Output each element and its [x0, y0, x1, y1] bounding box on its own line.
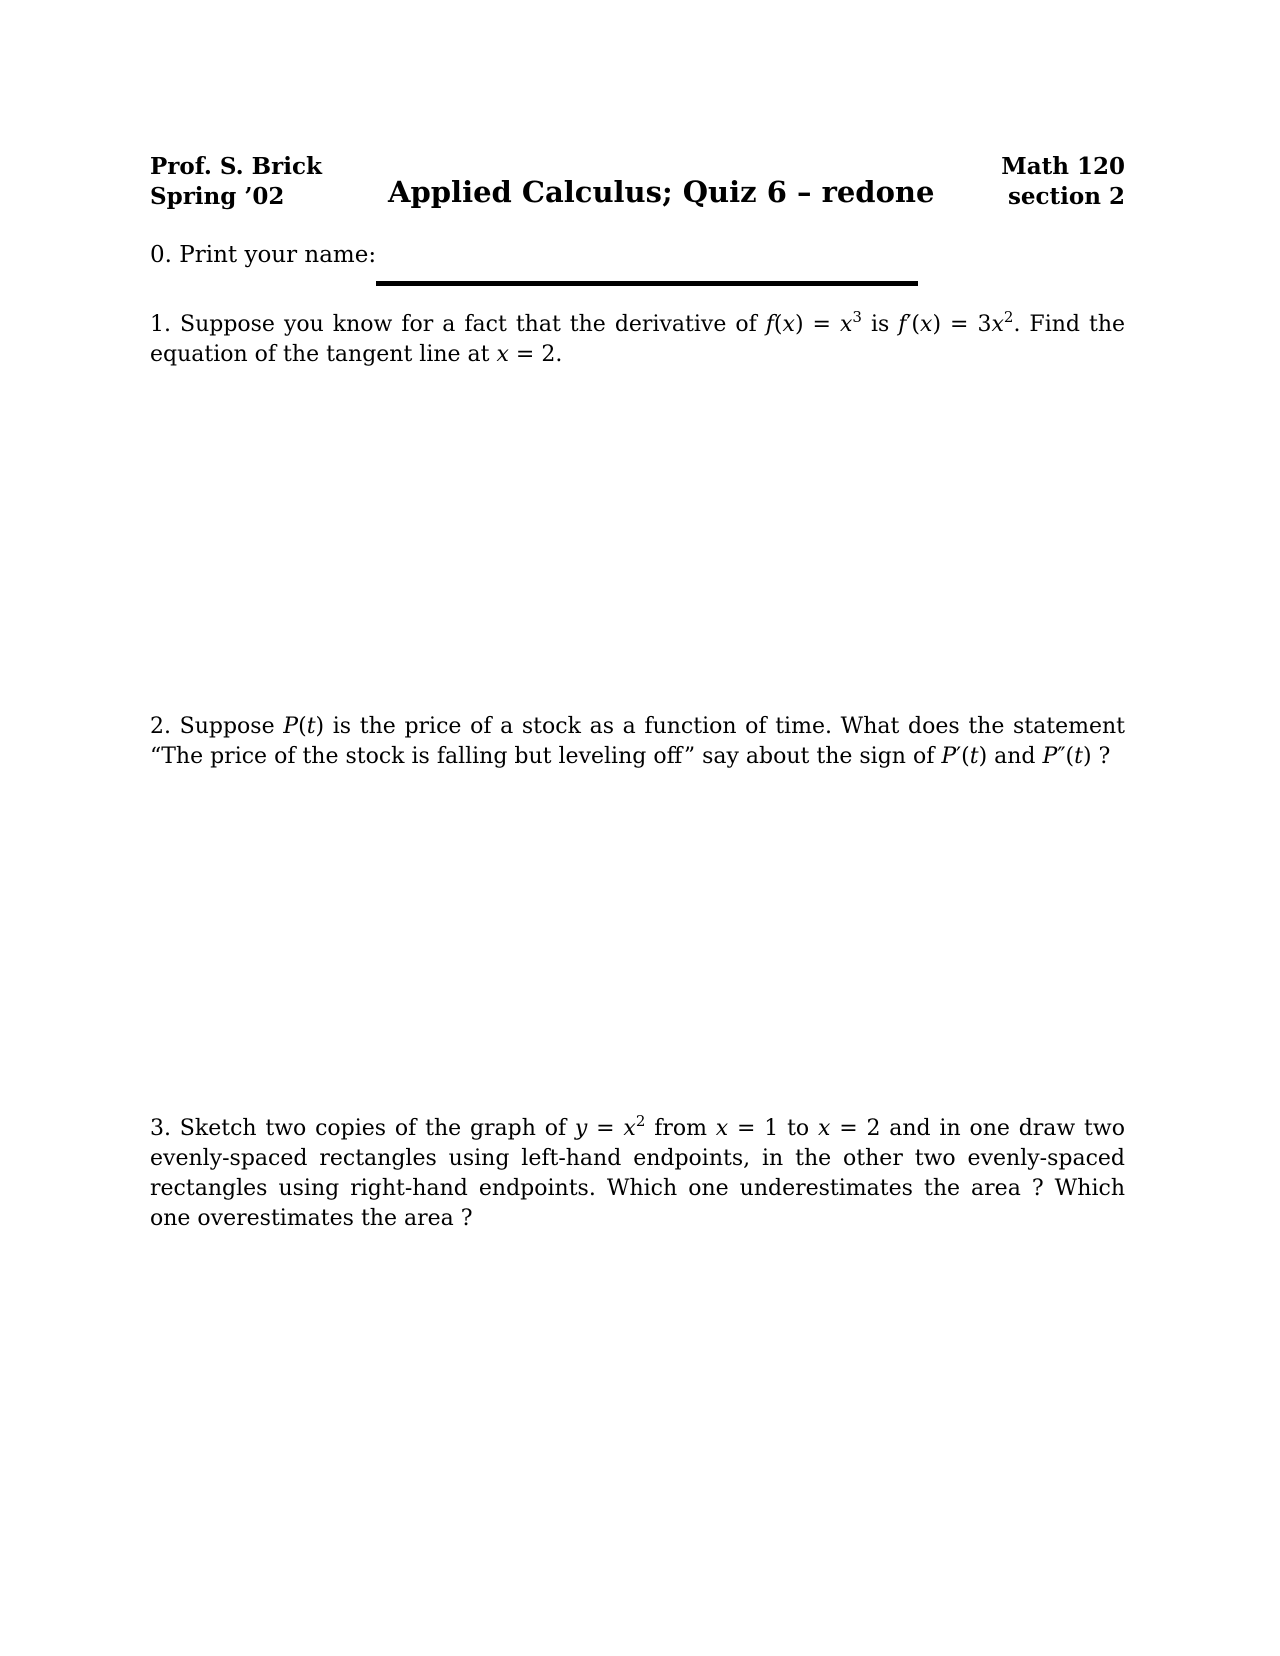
q2-math: P — [941, 744, 957, 769]
q3-math: y — [574, 1116, 588, 1141]
q2-text: ) ? — [1082, 744, 1111, 769]
q3-math: x — [623, 1116, 636, 1141]
q1-exponent: 2 — [1003, 308, 1014, 326]
q3-text: = 1 to — [728, 1116, 818, 1141]
question-2 — [150, 712, 1125, 772]
q2-math: P — [1042, 744, 1058, 769]
q2-math: t — [306, 714, 316, 739]
q1-text: ) = — [794, 312, 840, 337]
q3-text: from — [645, 1116, 716, 1141]
course-info — [1001, 152, 1125, 212]
q1-math: x — [991, 312, 1004, 337]
q1-math: x — [839, 312, 853, 337]
q2-text: 2. Suppose — [150, 714, 284, 739]
q1-math: f — [765, 312, 774, 337]
q1-text: ′( — [906, 312, 921, 337]
instructor-name: Prof. S. Brick — [150, 153, 322, 180]
q2-text: ) is the price of a stock as a function of time. What does the statement “The price of the stock is falling but leveling off” say about the sign of — [150, 714, 1126, 769]
q3-text: 3. Sketch two copies of the graph of — [150, 1116, 575, 1141]
q2-text: ′( — [956, 744, 970, 769]
q1-math: x — [496, 342, 509, 367]
q2-math: t — [1074, 744, 1083, 769]
q3-text: = — [587, 1116, 624, 1141]
course-number: Math 120 — [1001, 153, 1125, 180]
q1-text: . Find the equation of the tangent line at — [150, 312, 1126, 367]
quiz-page — [150, 0, 1125, 1656]
name-label: 0. Print your name: — [150, 242, 377, 268]
semester: Spring ’02 — [150, 183, 285, 210]
q2-text: ( — [298, 714, 307, 739]
q1-text: ) = 3 — [932, 312, 992, 337]
q3-math: x — [715, 1116, 729, 1141]
q1-text: = 2. — [508, 342, 563, 367]
question-3 — [150, 1114, 1125, 1234]
question-1 — [150, 310, 1125, 370]
course-section: section 2 — [1007, 183, 1125, 210]
q1-text: 1. Suppose you know for a fact that the derivative of — [150, 312, 766, 337]
q2-math: P — [283, 714, 299, 739]
q3-math: x — [817, 1116, 831, 1141]
q1-math: x — [920, 312, 933, 337]
q3-exponent: 2 — [635, 1112, 646, 1130]
name-blank-line[interactable] — [376, 281, 918, 286]
q1-text: is — [861, 312, 899, 337]
q1-text: ( — [773, 312, 783, 337]
q2-text: ″( — [1057, 744, 1075, 769]
instructor-info — [150, 152, 322, 212]
q1-exponent: 3 — [852, 308, 862, 326]
q2-text: ) and — [978, 744, 1043, 769]
q3-text: = 2 and in one draw two evenly-spaced rectangles using left-hand endpoints, in the other two evenly-spaced rectangles using right-hand endpoints. Which one underestimates the area ? Which one overestimates the area ? — [150, 1116, 1125, 1231]
name-question — [150, 240, 1125, 290]
q1-math: f — [898, 312, 907, 337]
q1-math: x — [782, 312, 795, 337]
q2-math: t — [969, 744, 979, 769]
quiz-header — [150, 152, 1125, 212]
quiz-title: Applied Calculus; Quiz 6 – redone — [388, 175, 935, 209]
